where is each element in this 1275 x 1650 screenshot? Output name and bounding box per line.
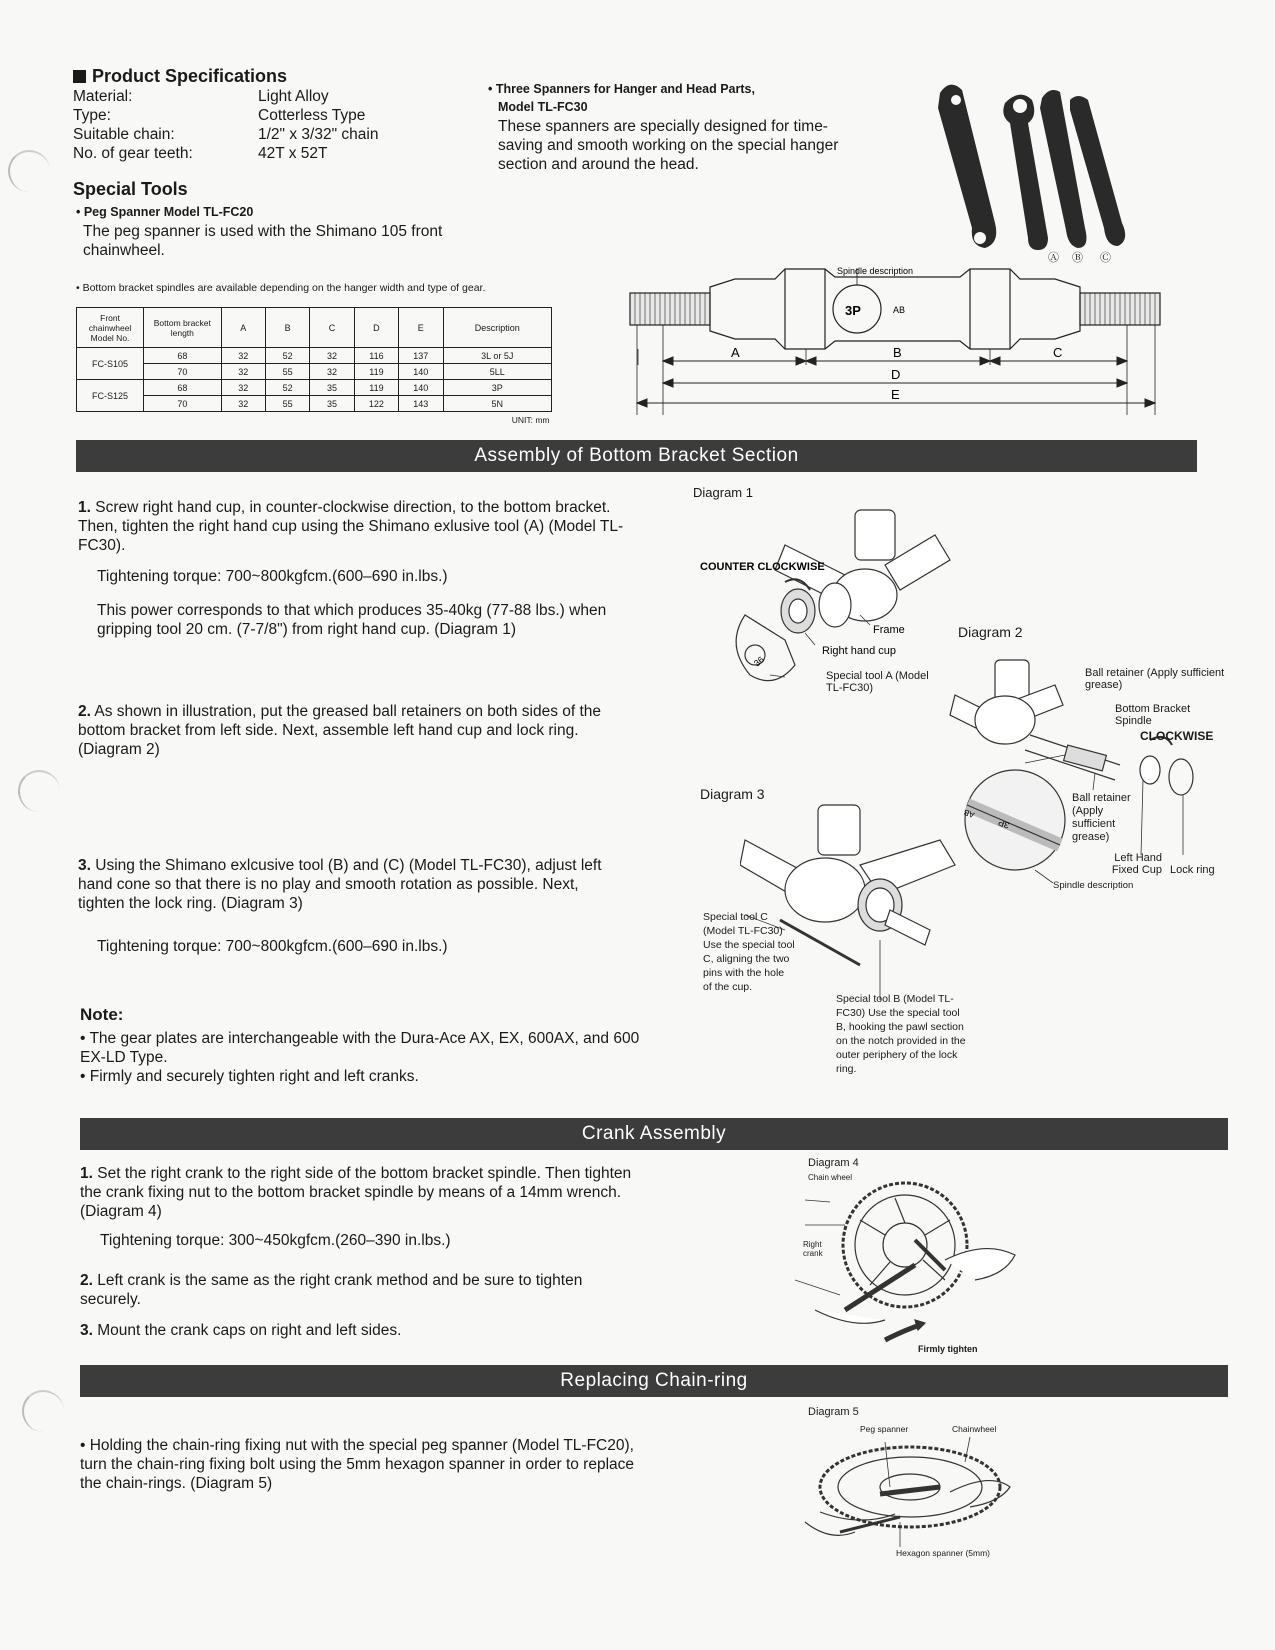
spanners-model: Model TL-FC30 xyxy=(498,100,588,114)
table-cell: 70 xyxy=(144,396,221,412)
step-text: As shown in illustration, put the greased ball retainers on both sides of the bottom bracket from left side. Next, assemble left hand cup and lock ring. (Diagram 2) xyxy=(78,703,602,758)
note-heading: Note: xyxy=(80,1005,124,1024)
diagram5-title: Diagram 5 xyxy=(808,1406,859,1418)
diagram2-fixed-cup: Left Hand Fixed Cup xyxy=(1111,852,1162,876)
table-cell-model: FC-S125 xyxy=(77,380,144,412)
diagram2-stamp2: AB xyxy=(962,807,976,820)
assembly-section-bar: Assembly of Bottom Bracket Section xyxy=(76,440,1197,472)
replacing-section-bar: Replacing Chain-ring xyxy=(80,1365,1228,1397)
diagram1-title: Diagram 1 xyxy=(693,485,753,500)
table-cell: 52 xyxy=(265,380,309,396)
dim-a: A xyxy=(731,345,740,360)
table-header: Bottom bracket length xyxy=(144,308,221,348)
diagram3-tool-b: Special tool B (Model TL-FC30) Use the special tool B, hooking the pawl section on the notch provided in the outer periphery of the lock ring. xyxy=(836,993,966,1075)
spanner-a xyxy=(938,85,996,248)
diagram2-stamp: 3P xyxy=(996,817,1011,831)
dim-c: C xyxy=(1053,345,1063,360)
spanners-desc: These spanners are specially designed for time-saving and smooth working on the special hanger section and around the head. xyxy=(498,118,839,173)
diagram4-illustration xyxy=(795,1180,1035,1350)
crank-step-1-torque: Tightening torque: 300~450kgfcm.(260–390 in.lbs.) xyxy=(100,1232,451,1249)
diagram3-title: Diagram 3 xyxy=(700,786,765,802)
step-number: 3. xyxy=(78,857,91,874)
table-unit: UNIT: mm xyxy=(77,412,552,428)
product-specs-heading: Product Specifications xyxy=(73,66,287,87)
spindle-diagram xyxy=(625,265,1170,430)
note-item: • The gear plates are interchangeable with the Dura-Ace AX, EX, 600AX, and 600 EX-LD Type. xyxy=(80,1030,640,1066)
step-number: 1. xyxy=(80,1165,93,1182)
table-cell: 140 xyxy=(399,364,443,380)
spec-label: Type: xyxy=(73,107,111,124)
table-cell: 140 xyxy=(399,380,443,396)
step-number: 2. xyxy=(78,703,91,720)
table-cell: 143 xyxy=(399,396,443,412)
table-header: D xyxy=(354,308,398,348)
table-cell: 35 xyxy=(310,380,354,396)
step-3-torque: Tightening torque: 700~800kgfcm.(600–690 in.lbs.) xyxy=(97,938,448,955)
table-cell: 122 xyxy=(354,396,398,412)
table-cell: 52 xyxy=(265,348,309,364)
spanner-label-a: Ⓐ xyxy=(1048,252,1059,264)
diagram2-direction: CLOCKWISE xyxy=(1140,729,1214,743)
diagram1-cup: Right hand cup xyxy=(822,645,896,657)
diagram4-title: Diagram 4 xyxy=(808,1157,859,1169)
diagram1-tool-num: 36 xyxy=(751,654,766,669)
dim-b: B xyxy=(893,345,902,360)
diagram2-illustration xyxy=(945,655,1215,895)
diagram2-spindle-desc: Spindle description xyxy=(1053,880,1134,891)
table-cell: 35 xyxy=(310,396,354,412)
table-cell: 32 xyxy=(221,396,265,412)
diagram4-tighten: Firmly tighten xyxy=(918,1344,978,1354)
diagram2-title: Diagram 2 xyxy=(958,624,1023,640)
diagram5-illustration xyxy=(800,1432,1020,1552)
diagram1-tool: Special tool A (Model TL-FC30) xyxy=(826,670,929,694)
spec-label: No. of gear teeth: xyxy=(73,145,193,162)
replacing-text: • Holding the chain-ring fixing nut with the special peg spanner (Model TL-FC20), turn the chain-ring fixing bolt using the 5mm hexagon spanner in order to replace the chain-rings. (Diagram 5) xyxy=(80,1437,635,1492)
crank-step-2 xyxy=(80,1271,640,1309)
diagram1-direction: COUNTER CLOCKWISE xyxy=(700,561,825,573)
spec-label: Material: xyxy=(73,88,133,105)
crank-step-3 xyxy=(80,1321,640,1340)
diagram2-spindle: Bottom Bracket Spindle xyxy=(1115,703,1191,727)
step-text: Mount the crank caps on right and left sides. xyxy=(97,1322,402,1339)
note-item: • Firmly and securely tighten right and left cranks. xyxy=(80,1068,419,1085)
punch-hole xyxy=(22,1390,64,1432)
spanners-illustration xyxy=(920,78,1160,273)
spec-label: Suitable chain: xyxy=(73,126,175,143)
spindle-note: • Bottom bracket spindles are available depending on the hanger width and type of gear. xyxy=(76,282,486,294)
crank-step-1 xyxy=(80,1164,640,1221)
table-cell: 55 xyxy=(265,396,309,412)
table-cell: 32 xyxy=(221,364,265,380)
diagram5-chainwheel: Chainwheel xyxy=(952,1424,997,1434)
diagram2-ball-bottom: Ball retainer (Apply sufficient grease) xyxy=(1072,792,1131,843)
table-header: C xyxy=(310,308,354,348)
step-text: Screw right hand cup, in counter-clockwise direction, to the bottom bracket. Then, tighten the right hand cup using the Shimano exlusive tool (A) (Model TL-FC30). xyxy=(78,499,624,554)
spanners-title: • Three Spanners for Hanger and Head Parts, xyxy=(488,82,755,96)
table-cell: 5N xyxy=(443,396,552,412)
peg-spanner-desc: The peg spanner is used with the Shimano 105 front chainwheel. xyxy=(83,223,443,259)
table-cell: 3L or 5J xyxy=(443,348,552,364)
assembly-step-1 xyxy=(78,498,628,555)
table-cell: 68 xyxy=(144,380,221,396)
table-cell-model: FC-S105 xyxy=(77,348,144,380)
diagram4-chain-wheel: Chain wheel xyxy=(808,1173,853,1182)
table-cell: 32 xyxy=(310,364,354,380)
table-cell: 3P xyxy=(443,380,552,396)
crank-section-bar: Crank Assembly xyxy=(80,1118,1228,1150)
table-cell: 119 xyxy=(354,380,398,396)
table-cell: 5LL xyxy=(443,364,552,380)
diagram5-hex: Hexagon spanner (5mm) xyxy=(896,1548,991,1558)
table-header: Front chainwheel Model No. xyxy=(77,308,144,348)
spec-value: Cotterless Type xyxy=(258,107,366,124)
step-number: 2. xyxy=(80,1272,93,1289)
assembly-step-3 xyxy=(78,856,628,913)
diagram2-lock-ring: Lock ring xyxy=(1170,864,1215,876)
table-cell: 32 xyxy=(221,380,265,396)
special-tools-heading: Special Tools xyxy=(73,179,188,199)
peg-spanner-title: • Peg Spanner Model TL-FC20 xyxy=(76,205,254,219)
step-number: 1. xyxy=(78,499,91,516)
table-cell: 119 xyxy=(354,364,398,380)
table-cell: 70 xyxy=(144,364,221,380)
punch-hole xyxy=(8,150,50,192)
table-cell: 32 xyxy=(221,348,265,364)
table-cell: 116 xyxy=(354,348,398,364)
table-header: A xyxy=(221,308,265,348)
diagram1-frame: Frame xyxy=(873,624,905,636)
table-header: Description xyxy=(443,308,552,348)
spanner-label-b: Ⓑ xyxy=(1072,252,1083,264)
step-number: 3. xyxy=(80,1322,93,1339)
step-text: Using the Shimano exlcusive tool (B) and (C) (Model TL-FC30), adjust left hand cone so that there is no play and smooth rotation as possible. Next, tighten the lock ring. (Diagram 3) xyxy=(78,857,602,912)
diagram2-ball-top: Ball retainer (Apply sufficient grease) xyxy=(1085,667,1225,691)
spanner-b xyxy=(1003,95,1048,250)
spec-value: 1/2" x 3/32" chain xyxy=(258,126,379,143)
spanner-label-c: Ⓒ xyxy=(1100,252,1111,264)
step-1-extra: This power corresponds to that which produces 35-40kg (77-88 lbs.) when gripping tool 20 cm. (7-7/8") from right hand cup. (Diagram 1) xyxy=(97,602,607,638)
table-cell: 137 xyxy=(399,348,443,364)
punch-hole xyxy=(18,770,60,812)
step-text: Set the right crank to the right side of the bottom bracket spindle. Then tighten the crank fixing nut to the bottom bracket spindle by means of a 14mm wrench. (Diagram 4) xyxy=(80,1165,632,1220)
table-cell: 32 xyxy=(310,348,354,364)
spindle-table xyxy=(76,307,552,427)
diagram5-peg: Peg spanner xyxy=(860,1424,909,1434)
table-cell: 55 xyxy=(265,364,309,380)
square-bullet-icon xyxy=(73,70,86,83)
spec-value: Light Alloy xyxy=(258,88,329,105)
spindle-stamp-suffix: AB xyxy=(893,305,906,315)
spindle-desc-label: Spindle description xyxy=(837,266,914,276)
diagram3-tool-c: Special tool C (Model TL-FC30) Use the special tool C, aligning the two pins with the hole of the cup. xyxy=(703,911,795,993)
assembly-step-2 xyxy=(78,702,628,759)
table-cell: 68 xyxy=(144,348,221,364)
spindle-stamp: 3P xyxy=(845,303,861,318)
step-text: Left crank is the same as the right crank method and be sure to tighten securely. xyxy=(80,1272,583,1308)
step-1-torque: Tightening torque: 700~800kgfcm.(600–690 in.lbs.) xyxy=(97,568,448,585)
diagram4-right-crank: Right crank xyxy=(803,1240,823,1258)
spec-value: 42T x 52T xyxy=(258,145,328,162)
dim-e: E xyxy=(891,387,900,402)
table-header: E xyxy=(399,308,443,348)
dim-d: D xyxy=(891,367,901,382)
table-header: B xyxy=(265,308,309,348)
